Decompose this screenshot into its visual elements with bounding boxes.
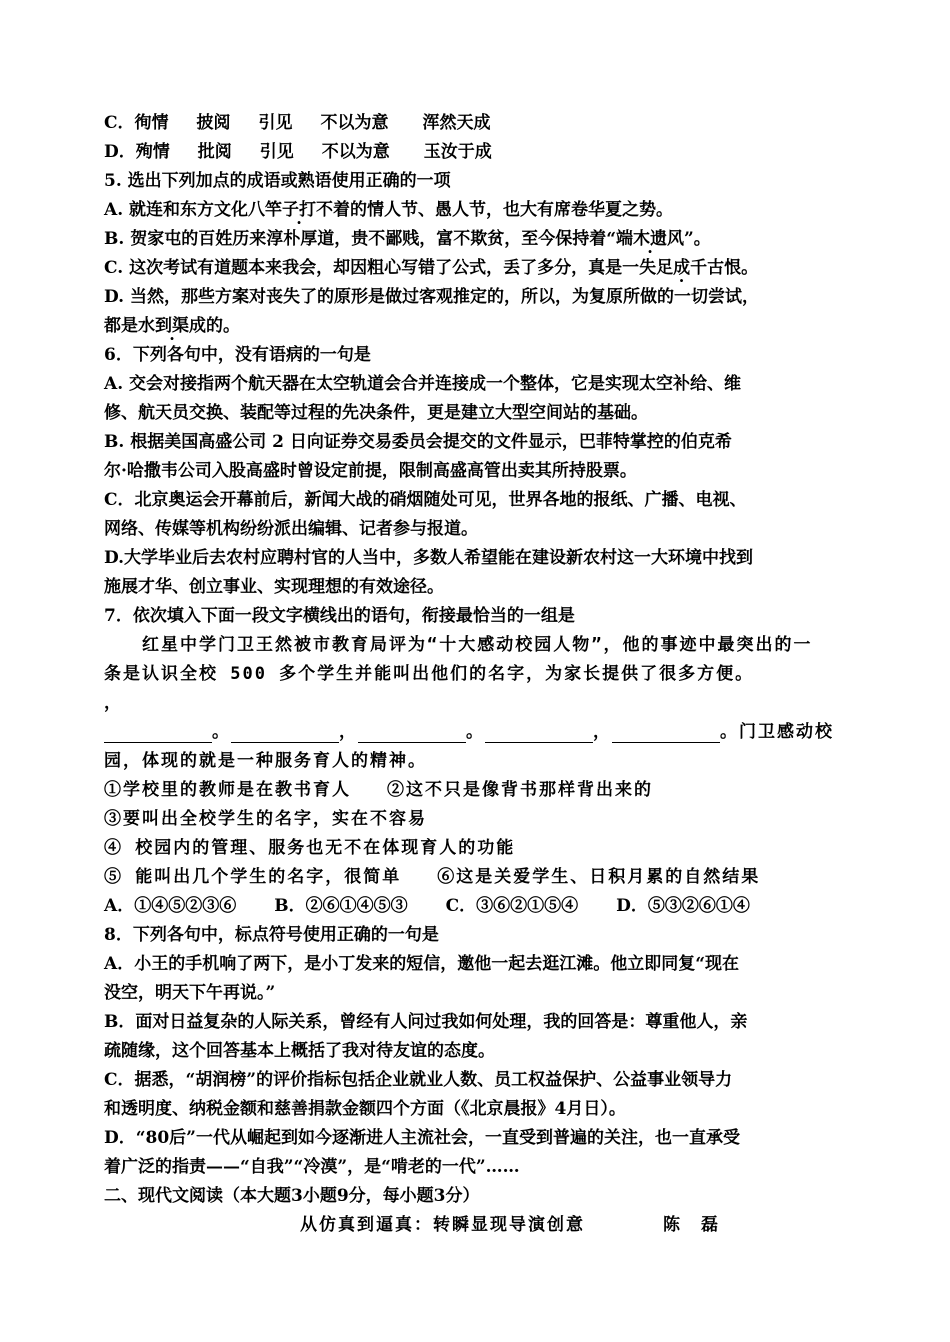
q7-items-row1: ①学校里的教师是在教书育人 ②这不只是像背书那样背出来的 (104, 780, 653, 800)
q8-option-b-line2: 疏随缘，这个回答基本上概括了我对待友谊的态度。 (104, 1041, 495, 1061)
question-8: 8．下列各句中，标点符号使用正确的一句是 (104, 925, 439, 945)
q8-option-d-line1: D．“80后”一代从崛起到如今逐渐进人主流社会，一直受到普遍的关注，也一直承受 (104, 1128, 740, 1148)
article-title: 从仿真到逼真：转瞬显现导演创意 (300, 1215, 585, 1235)
q8-option-b-line1: B．面对日益复杂的人际关系，曾经有人问过我如何处理，我的回答是：尊重他人，亲 (104, 1012, 748, 1032)
q6-option-b-line2: 尔·哈撒韦公司入股高盛时曾设定前提，限制高盛高管出卖其所持股票。 (104, 461, 637, 481)
exam-page (104, 112, 850, 1243)
q5-option-d-line1: D. 当然，那些方案对丧失了的原形是做过客观推定的，所以，为复原所做的一切尝试， (104, 287, 759, 307)
q6-option-b-line1: B. 根据美国高盛公司 2 日向证券交易委员会提交的文件显示，巴菲特掌控的伯克希 (104, 432, 732, 452)
q7-blanks-line: 。 ， 。 ， 。门卫感动校 (104, 721, 850, 750)
q6-option-a-line2: 修、航天员交换、装配等过程的先决条件，更是建立大型空间站的基础。 (104, 403, 648, 423)
q8-option-d-line2: 着广泛的指责——“自我”“冷漠”，是“啃老的一代”…… (104, 1157, 520, 1177)
question-6: 6．下列各句中，没有语病的一句是 (104, 345, 371, 365)
q7-answer-options: A．①④⑤②③⑥ B．②⑥①④⑤③ C．③⑥②①⑤④ D．⑤③②⑥①④ (104, 896, 750, 916)
q5-option-b: B. 贺家屯的百姓历来淳朴厚道，贵不鄙贱，富不欺贫，至今保持着“端木遗风”。 (104, 229, 711, 249)
article-title-line (104, 1214, 850, 1243)
q6-option-d-line2: 施展才华、创立事业、实现理想的有效途径。 (104, 577, 444, 597)
fill-blank-1 (104, 724, 212, 743)
article-author: 陈 磊 (663, 1215, 720, 1235)
fill-blank-3 (358, 724, 466, 743)
q5-option-d-line2: 都是水到渠成的。 (104, 316, 240, 336)
question-5: 5. 选出下列加点的成语或熟语使用正确的一项 (104, 171, 451, 191)
fill-blank-2 (231, 724, 339, 743)
dotted-idiom: 水到渠成 (138, 316, 206, 336)
q7-item-4: ④ 校园内的管理、服务也无不在体现育人的功能 (104, 838, 516, 858)
q7-item-3: ③要叫出全校学生的名字，实在不容易 (104, 809, 427, 829)
dotted-idiom: 八竿子打不着 · (248, 200, 350, 220)
q8-option-a-line1: A．小王的手机响了两下，是小丁发来的短信，邀他一起去逛江滩。他立即同复“现在 (104, 954, 739, 974)
fill-blank-5 (612, 724, 720, 743)
q8-option-a-line2: 没空，明天下午再说。” (104, 983, 276, 1003)
dotted-idiom: 端木遗风 (615, 229, 684, 249)
q7-passage-line2: 条是认识全校 500 多个学生并能叫出他们的名字，为家长提供了很多方便。 (104, 664, 755, 684)
section-2-heading: 二、现代文阅读（本大题3小题9分，每小题3分） (104, 1186, 480, 1206)
option-c-line: C．徇情 披阅 引见 不以为意 浑然天成 (104, 113, 491, 133)
q6-option-d-line1: D.大学毕业后去农村应聘村官的人当中，多数人希望能在建设新农村这一大环境中找到 (104, 548, 754, 568)
q6-option-c-line2: 网络、传媒等机构纷纷派出编辑、记者参与报道。 (104, 519, 478, 539)
q7-passage-line1: 红星中学门卫王然被市教育局评为“十大感动校园人物”，他的事迹中最突出的一 (104, 635, 813, 655)
q6-option-c-line1: C．北京奥运会开幕前后，新闻大战的硝烟随处可见，世界各地的报纸、广播、电视、 (104, 490, 747, 510)
q6-option-a-line1: A. 交会对接指两个航天器在太空轨道会合并连接成一个整体，它是实现太空补给、维 (104, 374, 742, 394)
q7-passage-line3: ， (104, 693, 123, 713)
option-d-line: D．殉情 批阅 引见 不以为意 玉汝于成 (104, 142, 492, 162)
q7-items-row4: ⑤ 能叫出几个学生的名字，很简单 ⑥这是关爱学生、日积月累的自然结果 (104, 867, 761, 887)
dotted-idiom: 一失足成千古恨 · (622, 258, 741, 278)
q5-option-c: C. 这次考试有道题本来我会，却因粗心写错了公式，丢了多分，真是一失足成千古恨 ·。 (104, 257, 850, 286)
q5-option-a: A. 就连和东方文化八竿子打不着 ·的情人节、愚人节，也大有席卷华夏之势。 (104, 199, 850, 228)
q8-option-c-line1: C．据悉，“胡润榜”的评价指标包括企业就业人数、员工权益保护、公益事业领导力 (104, 1070, 733, 1090)
q7-passage-line5: 园，体现的就是一种服务育人的精神。 (104, 751, 427, 771)
fill-blank-4 (485, 724, 593, 743)
question-7: 7．依次填入下面一段文字横线出的语句，衔接最恰当的一组是 (104, 606, 575, 626)
q8-option-c-line2: 和透明度、纳税金额和慈善捐款金额四个方面（《北京晨报》4月日）。 (104, 1099, 626, 1119)
